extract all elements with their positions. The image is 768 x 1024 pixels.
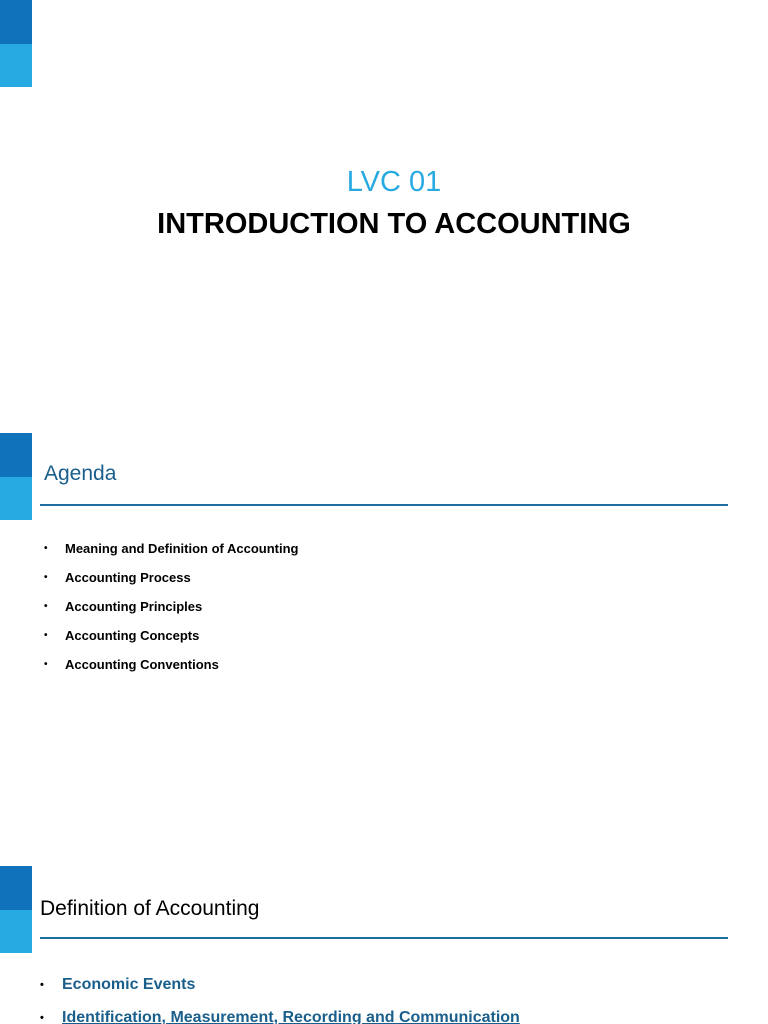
bullet-icon: • <box>44 543 48 554</box>
bullet-icon: • <box>44 630 48 641</box>
definition-heading: Definition of Accounting <box>40 897 260 920</box>
agenda-item <box>0 569 299 598</box>
accent-bar-dark <box>0 433 32 477</box>
bullet-icon: • <box>44 601 48 612</box>
agenda-item-label: Meaning and Definition of Accounting <box>65 541 299 556</box>
slide-accent-bar <box>0 0 32 87</box>
accent-bar-light <box>0 910 32 953</box>
agenda-item-label: Accounting Process <box>65 570 191 585</box>
slide-accent-bar <box>0 433 32 520</box>
accent-bar-dark <box>0 0 32 44</box>
agenda-item <box>0 627 299 656</box>
definition-item <box>0 1007 520 1024</box>
agenda-heading: Agenda <box>44 462 117 485</box>
lecture-code: LVC 01 <box>346 166 442 198</box>
heading-divider <box>40 504 728 506</box>
bullet-icon: • <box>44 659 48 670</box>
definition-item-label: Economic Events <box>62 976 196 993</box>
agenda-item <box>0 656 299 685</box>
heading-divider <box>40 937 728 939</box>
agenda-item <box>0 598 299 627</box>
definition-slide <box>0 866 768 1024</box>
definition-list <box>0 974 520 1024</box>
lecture-title: INTRODUCTION TO ACCOUNTING <box>157 208 631 240</box>
agenda-list <box>0 540 299 685</box>
bullet-icon: • <box>44 572 48 583</box>
accent-bar-dark <box>0 866 32 910</box>
title-block <box>0 162 768 246</box>
agenda-item-label: Accounting Concepts <box>65 628 200 643</box>
accent-bar-light <box>0 44 32 87</box>
agenda-slide <box>0 433 768 866</box>
definition-item <box>0 974 520 1007</box>
agenda-item <box>0 540 299 569</box>
agenda-item-label: Accounting Conventions <box>65 657 219 672</box>
bullet-icon: • <box>40 1012 44 1024</box>
definition-item-label: Identification, Measurement, Recording and Communication <box>62 1009 520 1024</box>
agenda-item-label: Accounting Principles <box>65 599 203 614</box>
title-slide <box>0 0 768 433</box>
bullet-icon: • <box>40 979 44 991</box>
slide-accent-bar <box>0 866 32 953</box>
accent-bar-light <box>0 477 32 520</box>
